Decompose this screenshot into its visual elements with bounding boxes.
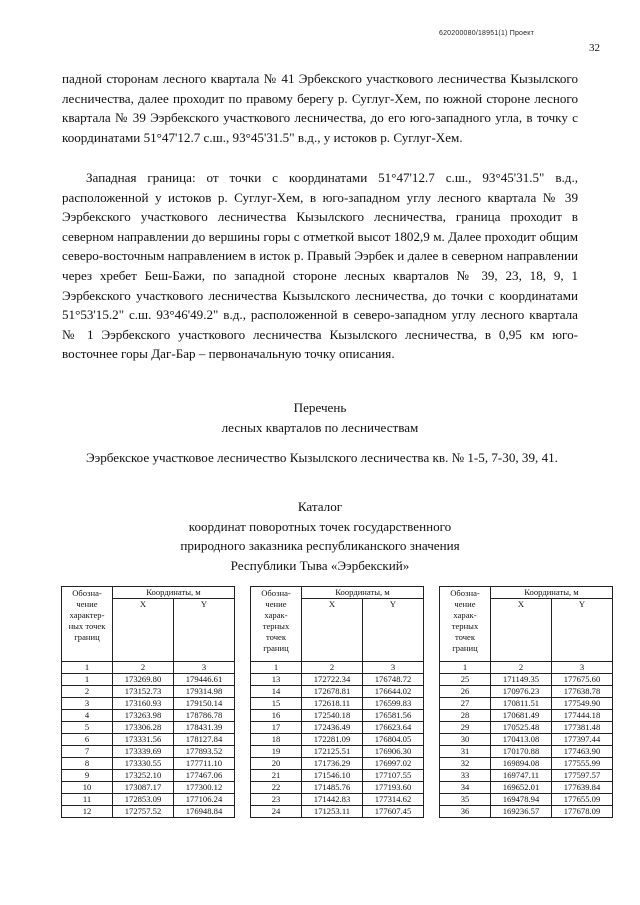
table-row <box>440 722 613 734</box>
heading-line: природного заказника республиканского значения <box>180 538 460 553</box>
point-number: 16 <box>251 710 302 722</box>
y-coordinate: 177444.18 <box>552 710 613 722</box>
table-row <box>62 710 235 722</box>
table-row <box>440 770 613 782</box>
coordinates-table <box>250 586 424 818</box>
header-row <box>251 587 424 599</box>
point-number: 26 <box>440 686 491 698</box>
y-header: Y <box>174 599 235 662</box>
x-coordinate: 170170.88 <box>491 746 552 758</box>
table-row <box>62 686 235 698</box>
y-coordinate: 176748.72 <box>363 674 424 686</box>
column-number-row <box>62 662 235 674</box>
x-coordinate: 173252.10 <box>113 770 174 782</box>
table-row <box>62 734 235 746</box>
catalog-heading <box>62 497 578 575</box>
x-coordinate: 169652.01 <box>491 782 552 794</box>
table-row <box>440 806 613 818</box>
x-coordinate: 170681.49 <box>491 710 552 722</box>
y-coordinate: 177678.09 <box>552 806 613 818</box>
forest-quarters-heading <box>62 398 578 437</box>
coordinates-table <box>439 586 613 818</box>
table-row <box>440 698 613 710</box>
y-coordinate: 178127.84 <box>174 734 235 746</box>
coordinates-table-3 <box>439 586 613 818</box>
heading-line: лесных кварталов по лесничествам <box>221 419 419 435</box>
paragraph-text: Западная граница: от точки с координатами 51°47'12.7 с.ш., 93°45'31.5" в.д., расположенной у истоков р. Суглуг-Хем, в юго-западном углу лесного квартала № 39 Ээрбекского участкового лесничества Кызылского лесничества, граница проходит в северном направлении до вершины горы с отметкой высот 1802,9 м. Далее проходит общим северо-восточным направлением в исток р. Правый Ээрбек и далее в северном направлении через хребет Беш-Бажи, по западной стороне лесных кварталов № 39, 23, 18, 9, 1 Ээрбекского участкового лесничества Кызылского лесничества, до точки с координатами 51°53'15.2" с.ш. 93°46'49.2" в.д., расположенной в северо-западном углу лесного квартала № 1 Ээрбекского участкового лесничества Кызылского лесничества, в 0,95 км юго-восточнее горы Даг-Бар – первоначальную точку описания. <box>62 170 578 362</box>
y-coordinate: 177300.12 <box>174 782 235 794</box>
table-row <box>440 686 613 698</box>
table-row <box>62 770 235 782</box>
header-row <box>440 587 613 599</box>
point-number: 6 <box>62 734 113 746</box>
table-row <box>251 794 424 806</box>
y-coordinate: 178431.39 <box>174 722 235 734</box>
column-number: 2 <box>302 662 363 674</box>
point-number: 2 <box>62 686 113 698</box>
y-coordinate: 176906.30 <box>363 746 424 758</box>
table-row <box>251 746 424 758</box>
point-number: 35 <box>440 794 491 806</box>
point-number: 18 <box>251 734 302 746</box>
point-number: 20 <box>251 758 302 770</box>
point-number: 14 <box>251 686 302 698</box>
x-header: X <box>302 599 363 662</box>
paragraph-forest-quarters-list <box>62 448 578 468</box>
x-coordinate: 172757.52 <box>113 806 174 818</box>
table-row <box>62 746 235 758</box>
table-row <box>62 794 235 806</box>
x-coordinate: 169747.11 <box>491 770 552 782</box>
y-coordinate: 176948.84 <box>174 806 235 818</box>
y-coordinate: 176997.02 <box>363 758 424 770</box>
point-number: 32 <box>440 758 491 770</box>
coordinates-table-1 <box>61 586 235 818</box>
point-number: 19 <box>251 746 302 758</box>
table-row <box>440 746 613 758</box>
table-row <box>440 710 613 722</box>
point-number: 33 <box>440 770 491 782</box>
point-number: 9 <box>62 770 113 782</box>
x-coordinate: 172678.81 <box>302 686 363 698</box>
point-number: 31 <box>440 746 491 758</box>
x-coordinate: 171736.29 <box>302 758 363 770</box>
x-coordinate: 169236.57 <box>491 806 552 818</box>
x-coordinate: 172540.18 <box>302 710 363 722</box>
table-row <box>440 758 613 770</box>
table-row <box>251 782 424 794</box>
x-coordinate: 172853.09 <box>113 794 174 806</box>
table-row <box>251 770 424 782</box>
coordinates-table <box>61 586 235 818</box>
y-coordinate: 177711.10 <box>174 758 235 770</box>
point-number: 22 <box>251 782 302 794</box>
x-coordinate: 172281.09 <box>302 734 363 746</box>
y-coordinate: 177314.62 <box>363 794 424 806</box>
y-coordinate: 177397.44 <box>552 734 613 746</box>
table-row <box>251 722 424 734</box>
table-row <box>62 782 235 794</box>
heading-line: Республики Тыва «Ээрбекский» <box>230 557 410 573</box>
paragraph-south-border-end <box>62 69 578 147</box>
y-coordinate: 177193.60 <box>363 782 424 794</box>
point-number: 12 <box>62 806 113 818</box>
x-coordinate: 172125.51 <box>302 746 363 758</box>
y-coordinate: 177106.24 <box>174 794 235 806</box>
y-coordinate: 179150.14 <box>174 698 235 710</box>
heading-line: Перечень <box>293 400 347 415</box>
x-coordinate: 173331.56 <box>113 734 174 746</box>
column-number-row <box>440 662 613 674</box>
y-coordinate: 176599.83 <box>363 698 424 710</box>
table-row <box>62 674 235 686</box>
header-row <box>62 587 235 599</box>
table-row <box>62 806 235 818</box>
x-coordinate: 173330.55 <box>113 758 174 770</box>
point-label-header: Обозна- чение харак- терных точек границ <box>440 587 491 662</box>
heading-line: Каталог <box>297 499 343 514</box>
x-coordinate: 173087.17 <box>113 782 174 794</box>
table-row <box>251 686 424 698</box>
heading-line: координат поворотных точек государственного <box>188 518 452 534</box>
point-number: 13 <box>251 674 302 686</box>
point-label-header: Обозна- чение характер- ных точек границ <box>62 587 113 662</box>
y-coordinate: 177893.52 <box>174 746 235 758</box>
y-coordinate: 176623.64 <box>363 722 424 734</box>
column-number: 2 <box>113 662 174 674</box>
table-row <box>440 794 613 806</box>
table-row <box>251 710 424 722</box>
column-number: 1 <box>251 662 302 674</box>
y-coordinate: 176644.02 <box>363 686 424 698</box>
table-row <box>440 782 613 794</box>
x-header: X <box>491 599 552 662</box>
y-header: Y <box>363 599 424 662</box>
point-number: 34 <box>440 782 491 794</box>
y-coordinate: 177463.90 <box>552 746 613 758</box>
y-coordinate: 179446.61 <box>174 674 235 686</box>
point-number: 8 <box>62 758 113 770</box>
y-coordinate: 176804.05 <box>363 734 424 746</box>
x-coordinate: 169894.08 <box>491 758 552 770</box>
y-coordinate: 177675.60 <box>552 674 613 686</box>
y-coordinate: 177639.84 <box>552 782 613 794</box>
x-coordinate: 170525.48 <box>491 722 552 734</box>
page-number: 32 <box>589 42 600 54</box>
column-number: 2 <box>491 662 552 674</box>
x-coordinate: 171253.11 <box>302 806 363 818</box>
coordinates-header: Координаты, м <box>491 587 613 599</box>
point-number: 10 <box>62 782 113 794</box>
y-coordinate: 177381.48 <box>552 722 613 734</box>
coordinates-header: Координаты, м <box>113 587 235 599</box>
y-coordinate: 176581.56 <box>363 710 424 722</box>
x-coordinate: 173306.28 <box>113 722 174 734</box>
y-coordinate: 177467.06 <box>174 770 235 782</box>
column-number: 1 <box>62 662 113 674</box>
y-coordinate: 177638.78 <box>552 686 613 698</box>
y-coordinate: 177597.57 <box>552 770 613 782</box>
x-coordinate: 171546.10 <box>302 770 363 782</box>
column-number: 3 <box>174 662 235 674</box>
y-coordinate: 177107.55 <box>363 770 424 782</box>
table-row <box>440 734 613 746</box>
x-coordinate: 173152.73 <box>113 686 174 698</box>
x-coordinate: 170811.51 <box>491 698 552 710</box>
point-number: 29 <box>440 722 491 734</box>
point-label-header: Обозна- чение харак- терных точек границ <box>251 587 302 662</box>
point-number: 15 <box>251 698 302 710</box>
column-number-row <box>251 662 424 674</box>
x-coordinate: 169478.94 <box>491 794 552 806</box>
point-number: 25 <box>440 674 491 686</box>
point-number: 27 <box>440 698 491 710</box>
table-row <box>62 758 235 770</box>
x-header: X <box>113 599 174 662</box>
point-number: 17 <box>251 722 302 734</box>
table-row <box>251 698 424 710</box>
table-row <box>440 674 613 686</box>
x-coordinate: 171149.35 <box>491 674 552 686</box>
y-coordinate: 177555.99 <box>552 758 613 770</box>
column-number: 1 <box>440 662 491 674</box>
x-coordinate: 170413.08 <box>491 734 552 746</box>
point-number: 4 <box>62 710 113 722</box>
x-coordinate: 171485.76 <box>302 782 363 794</box>
x-coordinate: 171442.83 <box>302 794 363 806</box>
y-coordinate: 179314.98 <box>174 686 235 698</box>
x-coordinate: 170976.23 <box>491 686 552 698</box>
table-row <box>62 698 235 710</box>
document-id: 620200080/18951(1) Проект <box>438 30 534 37</box>
coordinates-table-2 <box>250 586 424 818</box>
table-row <box>251 734 424 746</box>
x-coordinate: 173339.69 <box>113 746 174 758</box>
column-number: 3 <box>363 662 424 674</box>
x-coordinate: 172618.11 <box>302 698 363 710</box>
point-number: 3 <box>62 698 113 710</box>
point-number: 30 <box>440 734 491 746</box>
table-row <box>62 722 235 734</box>
paragraph-text: Ээрбекское участковое лесничество Кызылского лесничества кв. № 1-5, 7-30, 39, 41. <box>86 450 558 465</box>
y-header: Y <box>552 599 613 662</box>
point-number: 7 <box>62 746 113 758</box>
paragraph-west-border <box>62 168 578 364</box>
y-coordinate: 177607.45 <box>363 806 424 818</box>
coordinates-header: Координаты, м <box>302 587 424 599</box>
x-coordinate: 172722.34 <box>302 674 363 686</box>
x-coordinate: 173269.80 <box>113 674 174 686</box>
x-coordinate: 173160.93 <box>113 698 174 710</box>
y-coordinate: 177655.09 <box>552 794 613 806</box>
table-row <box>251 674 424 686</box>
point-number: 28 <box>440 710 491 722</box>
paragraph-text: падной сторонам лесного квартала № 41 Эрбекского участкового лесничества Кызылского лесничества, далее проходит по правому берегу р. Суглуг-Хем, по южной стороне лесного квартала № 39 Ээрбекского участкового лесничества, до его юго-западного угла, в точку с координатами 51°47'12.7 с.ш., 93°45'31.5" в.д., у истоков р. Суглуг-Хем. <box>62 71 578 145</box>
x-coordinate: 172436.49 <box>302 722 363 734</box>
y-coordinate: 178786.78 <box>174 710 235 722</box>
point-number: 5 <box>62 722 113 734</box>
x-coordinate: 173263.98 <box>113 710 174 722</box>
y-coordinate: 177549.90 <box>552 698 613 710</box>
table-row <box>251 806 424 818</box>
point-number: 24 <box>251 806 302 818</box>
table-row <box>251 758 424 770</box>
point-number: 1 <box>62 674 113 686</box>
column-number: 3 <box>552 662 613 674</box>
point-number: 23 <box>251 794 302 806</box>
point-number: 21 <box>251 770 302 782</box>
point-number: 36 <box>440 806 491 818</box>
point-number: 11 <box>62 794 113 806</box>
